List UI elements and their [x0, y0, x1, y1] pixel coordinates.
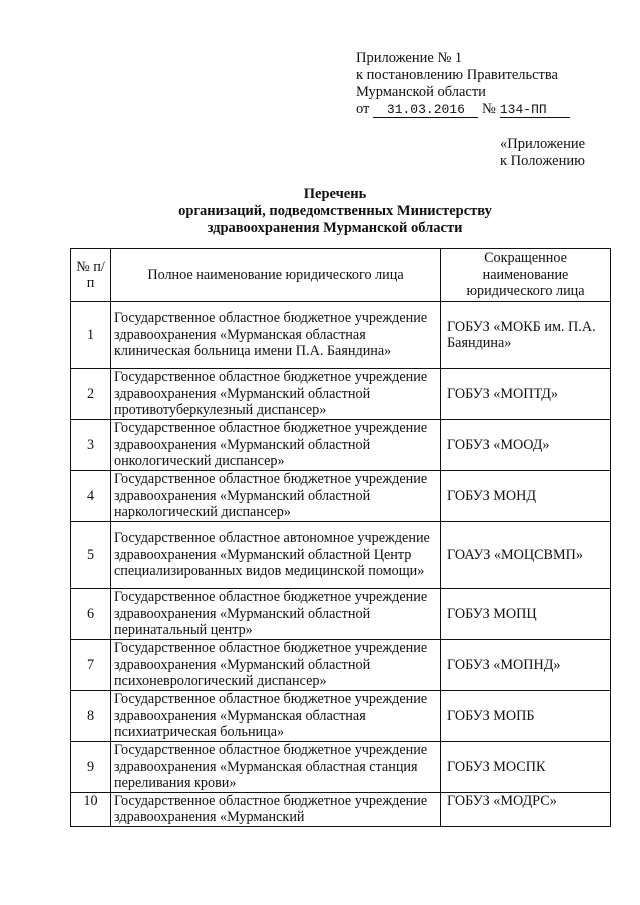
- appendix-block: [356, 50, 626, 118]
- row-full-name: Государственное областное бюджетное учреждение здравоохранения «Мурманский областной онкологический диспансер»: [111, 420, 441, 471]
- appendix-region: Мурманской области: [356, 84, 486, 100]
- table-row: [71, 522, 611, 589]
- row-full-name-text: Государственное областное бюджетное учреждение здравоохранения «Мурманский: [114, 793, 428, 826]
- document-title: [100, 186, 570, 237]
- title-line-3: здравоохранения Мурманской области: [207, 220, 463, 236]
- row-number: 7: [71, 640, 111, 691]
- row-short-name: ГОБУЗ «МОДРС»: [441, 793, 611, 827]
- table-row: [71, 793, 611, 827]
- table-row: [71, 369, 611, 420]
- row-number: 2: [71, 369, 111, 420]
- row-full-name: [111, 793, 441, 827]
- row-number: 4: [71, 471, 111, 522]
- row-number: 6: [71, 589, 111, 640]
- table-row: [71, 302, 611, 369]
- table-row: [71, 640, 611, 691]
- table-row: [71, 589, 611, 640]
- row-number: 3: [71, 420, 111, 471]
- appendix-resolution: к постановлению Правительства: [356, 67, 558, 83]
- row-short-name: ГОБУЗ МОПБ: [441, 691, 611, 742]
- resolution-date: 31.03.2016: [373, 103, 478, 118]
- number-label: №: [482, 101, 496, 117]
- row-short-name: ГОБУЗ «МООД»: [441, 420, 611, 471]
- row-number: 9: [71, 742, 111, 793]
- header-number: № п/п: [71, 249, 111, 302]
- annex-line-1: «Приложение: [500, 136, 586, 152]
- row-short-name: ГОБУЗ «МОКБ им. П.А. Баяндина»: [441, 302, 611, 369]
- annex-reference: [500, 136, 585, 170]
- row-full-name: Государственное областное бюджетное учреждение здравоохранения «Мурманский областной противотуберкулезный диспансер»: [111, 369, 441, 420]
- row-full-name: Государственное областное бюджетное учреждение здравоохранения «Мурманская областная психиатрическая больница»: [111, 691, 441, 742]
- row-full-name: Государственное областное автономное учреждение здравоохранения «Мурманский областной Центр специализированных видов медицинской помощи»: [111, 522, 441, 589]
- row-full-name: Государственное областное бюджетное учреждение здравоохранения «Мурманская областная станция переливания крови»: [111, 742, 441, 793]
- row-short-name: ГОБУЗ МОНД: [441, 471, 611, 522]
- row-short-name: ГОБУЗ «МОПТД»: [441, 369, 611, 420]
- appendix-title: Приложение № 1: [356, 50, 463, 66]
- row-number: 10: [71, 793, 111, 827]
- row-short-name: ГОАУЗ «МОЦСВМП»: [441, 522, 611, 589]
- row-short-name: ГОБУЗ МОСПК: [441, 742, 611, 793]
- table-row: [71, 420, 611, 471]
- row-full-name: Государственное областное бюджетное учреждение здравоохранения «Мурманский областной психоневрологический диспансер»: [111, 640, 441, 691]
- table-header-row: [71, 249, 611, 302]
- annex-line-2: к Положению: [500, 153, 585, 169]
- row-short-name: ГОБУЗ «МОПНД»: [441, 640, 611, 691]
- table-row: [71, 742, 611, 793]
- table-row: [71, 691, 611, 742]
- row-full-name: Государственное областное бюджетное учреждение здравоохранения «Мурманский областной перинатальный центр»: [111, 589, 441, 640]
- header-short-name: Сокращенное наименование юридического лица: [441, 249, 611, 302]
- row-short-name: ГОБУЗ МОПЦ: [441, 589, 611, 640]
- row-number: 5: [71, 522, 111, 589]
- organizations-table: [70, 248, 611, 827]
- header-full-name: Полное наименование юридического лица: [111, 249, 441, 302]
- table-row: [71, 471, 611, 522]
- appendix-date-number: [356, 101, 626, 118]
- row-full-name: Государственное областное бюджетное учреждение здравоохранения «Мурманская областная клиническая больница имени П.А. Баяндина»: [111, 302, 441, 369]
- title-line-1: Перечень: [303, 186, 367, 202]
- row-number: 8: [71, 691, 111, 742]
- from-label: от: [356, 101, 370, 117]
- resolution-number: 134-ПП: [500, 103, 570, 118]
- row-number: 1: [71, 302, 111, 369]
- title-line-2: организаций, подведомственных Министерству: [178, 203, 492, 219]
- row-full-name: Государственное областное бюджетное учреждение здравоохранения «Мурманский областной наркологический диспансер»: [111, 471, 441, 522]
